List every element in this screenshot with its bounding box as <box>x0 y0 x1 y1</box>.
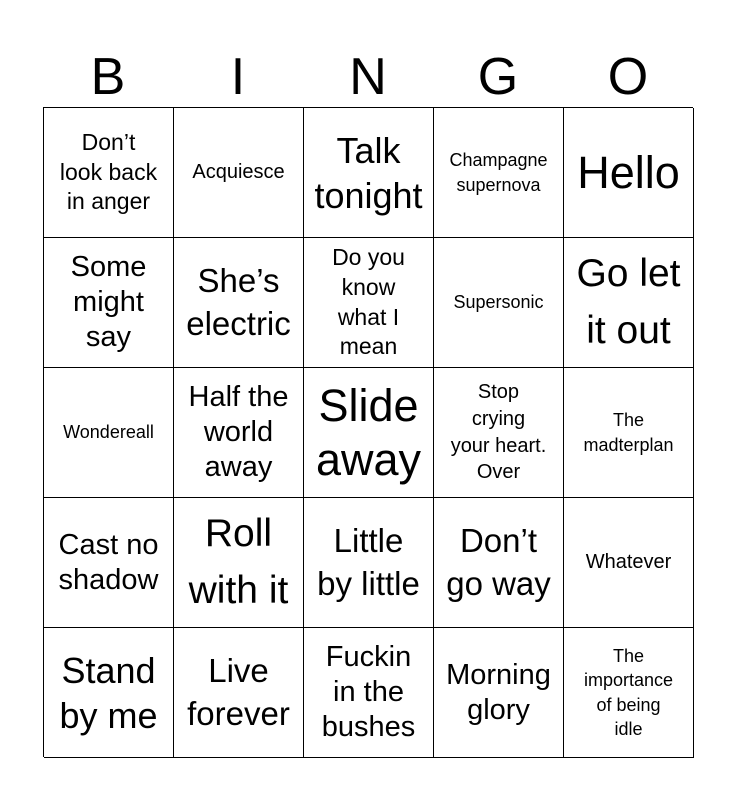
cell-label: The madterplan <box>583 410 674 455</box>
header-letter-o: O <box>607 48 649 106</box>
bingo-cell[interactable] <box>174 628 304 758</box>
cell-label: Cast no shadow <box>58 528 159 596</box>
bingo-cell[interactable] <box>44 238 174 368</box>
cell-label: Wondereall <box>63 422 154 443</box>
header-letter-g: G <box>477 48 519 106</box>
bingo-cell[interactable] <box>564 108 694 238</box>
cell-label: Supersonic <box>453 292 544 313</box>
cell-label: Some might say <box>70 251 147 353</box>
bingo-cell[interactable] <box>44 108 174 238</box>
bingo-cell[interactable] <box>174 498 304 628</box>
bingo-cell[interactable] <box>174 368 304 498</box>
cell-label: She’s electric <box>186 261 291 342</box>
cell-label: Stop crying your heart. Over <box>450 381 547 484</box>
cell-label: Little by little <box>317 521 420 602</box>
cell-label: Live forever <box>187 651 290 732</box>
bingo-board <box>43 107 693 757</box>
cell-label: Don’t go way <box>446 521 551 602</box>
bingo-cell[interactable] <box>564 368 694 498</box>
cell-label: Roll with it <box>188 511 289 612</box>
bingo-cell[interactable] <box>434 498 564 628</box>
bingo-cell[interactable] <box>44 498 174 628</box>
bingo-cell[interactable] <box>434 368 564 498</box>
bingo-cell[interactable] <box>44 628 174 758</box>
bingo-cell[interactable] <box>174 238 304 368</box>
bingo-cell[interactable] <box>304 108 434 238</box>
cell-label: Don’t look back in anger <box>59 128 158 215</box>
bingo-cell[interactable] <box>44 368 174 498</box>
bingo-cell[interactable] <box>564 628 694 758</box>
cell-label: Champagne supernova <box>449 150 548 195</box>
cell-label: Talk tonight <box>314 129 423 216</box>
bingo-header <box>43 48 693 106</box>
bingo-cell[interactable] <box>304 368 434 498</box>
header-letter-n: N <box>349 48 387 106</box>
cell-label: Slide away <box>315 379 422 485</box>
bingo-cell[interactable] <box>174 108 304 238</box>
cell-label: Stand by me <box>59 649 158 736</box>
bingo-cell[interactable] <box>564 238 694 368</box>
bingo-cell[interactable] <box>434 628 564 758</box>
cell-label: Half the world away <box>188 381 289 483</box>
cell-label: Hello <box>577 146 680 198</box>
header-letter-b: B <box>90 48 126 106</box>
bingo-cell[interactable] <box>304 238 434 368</box>
cell-label: Morning glory <box>446 658 551 726</box>
cell-label: Go let it out <box>576 251 681 352</box>
cell-label: Whatever <box>585 551 672 574</box>
header-letter-i: I <box>230 48 246 106</box>
cell-label: Do you know what I mean <box>332 243 405 360</box>
cell-label: Acquiesce <box>192 161 285 184</box>
bingo-cell[interactable] <box>304 498 434 628</box>
bingo-cell[interactable] <box>434 238 564 368</box>
cell-label: The importance of being idle <box>583 645 674 739</box>
cell-label: Fuckin in the bushes <box>321 641 416 743</box>
bingo-cell[interactable] <box>304 628 434 758</box>
bingo-cell[interactable] <box>564 498 694 628</box>
bingo-cell[interactable] <box>434 108 564 238</box>
